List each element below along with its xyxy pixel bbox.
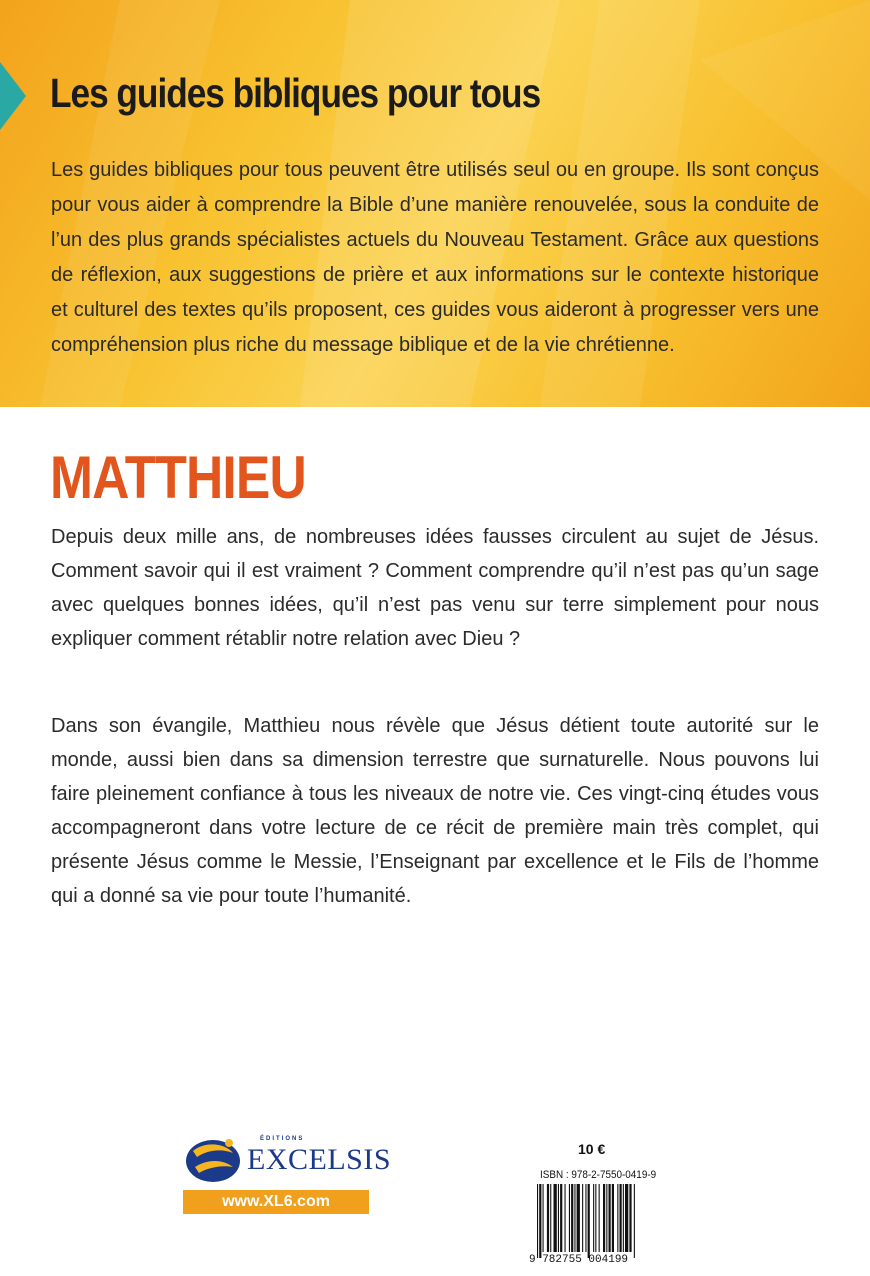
series-description: Les guides bibliques pour tous peuvent être utilisés seul ou en groupe. Ils sont conçus pour vous aider à comprendre la Bible d’une manière renouvelée, sous la conduite de l’un des plus grands spécialistes actuels du Nouveau Testament. Grâce aux questions de réflexion, aux suggestions de prière et aux informations sur le contexte historique et culturel des textes qu’ils proposent, ces guides vous aideront à progresser vers une compréhension plus riche du message biblique et de la vie chrétienne.	[51, 159, 819, 356]
price: 10 €	[578, 1141, 606, 1157]
teal-corner-marker	[0, 62, 26, 130]
description-paragraph-1: Depuis deux mille ans, de nombreuses idées fausses circulent au sujet de Jésus. Comment savoir qui il est vraiment ? Comment comprendre qu’il n’est pas qu’un sage avec quelques bonnes idées, qu’il n’est pas venu sur terre simplement pour nous expliquer comment rétablir notre relation avec Dieu ?	[51, 526, 819, 650]
barcode	[529, 1184, 675, 1264]
barcode-digits: 9 782755 004199	[529, 1254, 629, 1266]
publisher-url[interactable]: www.XL6.com	[183, 1190, 369, 1214]
publisher-name: EXCELSIS	[247, 1143, 392, 1176]
publisher-small-label: ÉDITIONS	[260, 1136, 305, 1142]
excelsis-swirl-icon	[183, 1131, 247, 1187]
series-title: Les guides bibliques pour tous	[50, 70, 541, 116]
description-paragraph-2: Dans son évangile, Matthieu nous révèle que Jésus détient toute autorité sur le monde, aussi bien dans sa dimension terrestre que surnaturelle. Nous pouvons lui faire pleinement confiance à tous les niveaux de notre vie. Ces vingt-cinq études vous accompagneront dans votre lecture de ce récit de première main très complet, qui présente Jésus comme le Messie, l’Enseignant par excellence et le Fils de l’homme qui a donné sa vie pour toute l’humanité.	[51, 715, 819, 907]
publisher-logo	[183, 1131, 392, 1221]
book-title: MATTHIEU	[50, 444, 306, 511]
isbn: ISBN : 978-2-7550-0419-9	[540, 1169, 657, 1181]
